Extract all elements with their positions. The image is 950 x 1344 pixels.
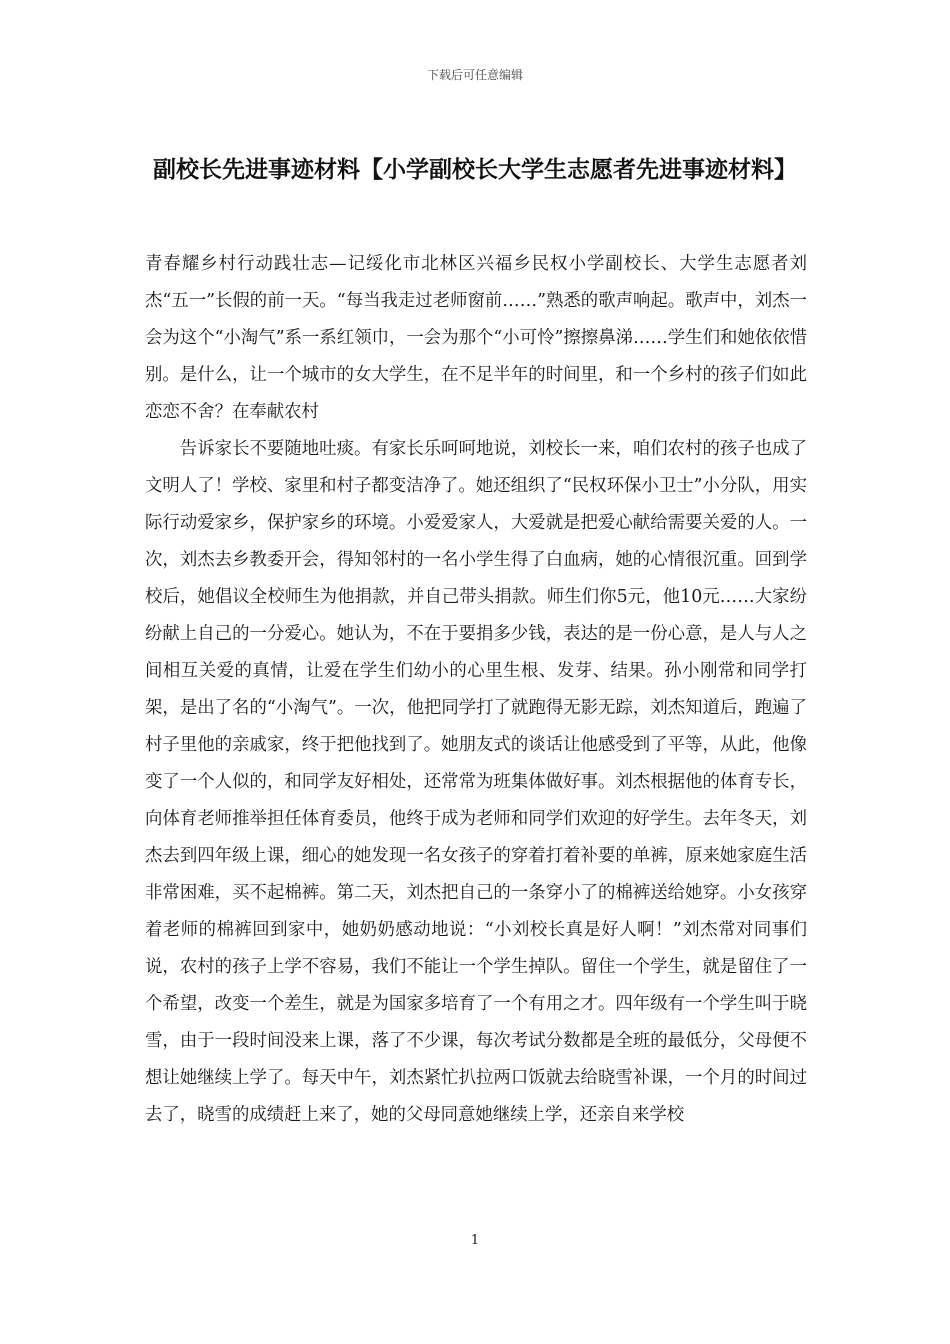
paragraph-main: 告诉家长不要随地吐痰。有家长乐呵呵地说，刘校长一来，咱们农村的孩子也成了文明人了！学校、家里和村子都变洁净了。她还组织了“民权环保小卫士”小分队，用实际行动爱家乡，保护家乡的环境。小爱爱家人，大爱就是把爱心献给需要关爱的人。一次，刘杰去乡教委开会，得知邻村的一名小学生得了白血病，她的心情很沉重。回到学校后，她倡议全校师生为他捐款，并自己带头捐款。师生们你5元，他10元……大家纷纷献上自己的一分爱心。她认为，不在于要捐多少钱，表达的是一份心意，是人与人之间相互关爱的真情，让爱在学生们幼小的心里生根、发芽、结果。孙小刚常和同学打架，是出了名的“小淘气”。一次，他把同学打了就跑得无影无踪，刘杰知道后，跑遍了村子里他的亲戚家，终于把他找到了。她朋友式的谈话让他感受到了平等，从此，他像变了一个人似的，和同学友好相处，还常常为班集体做好事。刘杰根据他的体育专长，向体育老师推举担任体育委员，他终于成为老师和同学们欢迎的好学生。去年冬天，刘杰去到四年级上课，细心的她发现一名女孩子的穿着打着补要的单裤，原来她家庭生活非常困难，买不起棉裤。第二天，刘杰把自己的一条穿小了的棉裤送给她穿。小女孩穿着老师的棉裤回到家中，她奶奶感动地说：“小刘校长真是好人啊！”刘杰常对同事们说，农村的孩子上学不容易，我们不能让一个学生掉队。留住一个学生，就是留住了一个希望，改变一个差生，就是为国家多培育了一个有用之才。四年级有一个学生叫于晓雪，由于一段时间没来上课，落了不少课，每次考试分数都是全班的最低分，父母便不想让她继续上学了。每天中午，刘杰紧忙扒拉两口饭就去给晓雪补课，一个月的时间过去了，晓雪的成绩赶上来了，她的父母同意她继续上学，还亲自来学校 [145, 439, 807, 1125]
header-note: 下载后可任意编辑 [426, 68, 523, 82]
page-number: 1 [470, 1233, 480, 1248]
paragraph-intro: 青春耀乡村行动践壮志—记绥化市北林区兴福乡民权小学副校长、大学生志愿者刘杰“五一”长假的前一天。“每当我走过老师窗前……”熟悉的歌声响起。歌声中，刘杰一会为这个“小淘气”系一系红领巾，一会为那个“小可怜”擦擦鼻涕……学生们和她依依惜别。是什么，让一个城市的女大学生，在不足半年的时间里，和一个乡村的孩子们如此恋恋不舍？在奉献农村 [145, 254, 807, 422]
document-body [145, 246, 807, 1134]
document-title: 副校长先进事迹材料【小学副校长大学生志愿者先进事迹材料】 [153, 157, 797, 183]
